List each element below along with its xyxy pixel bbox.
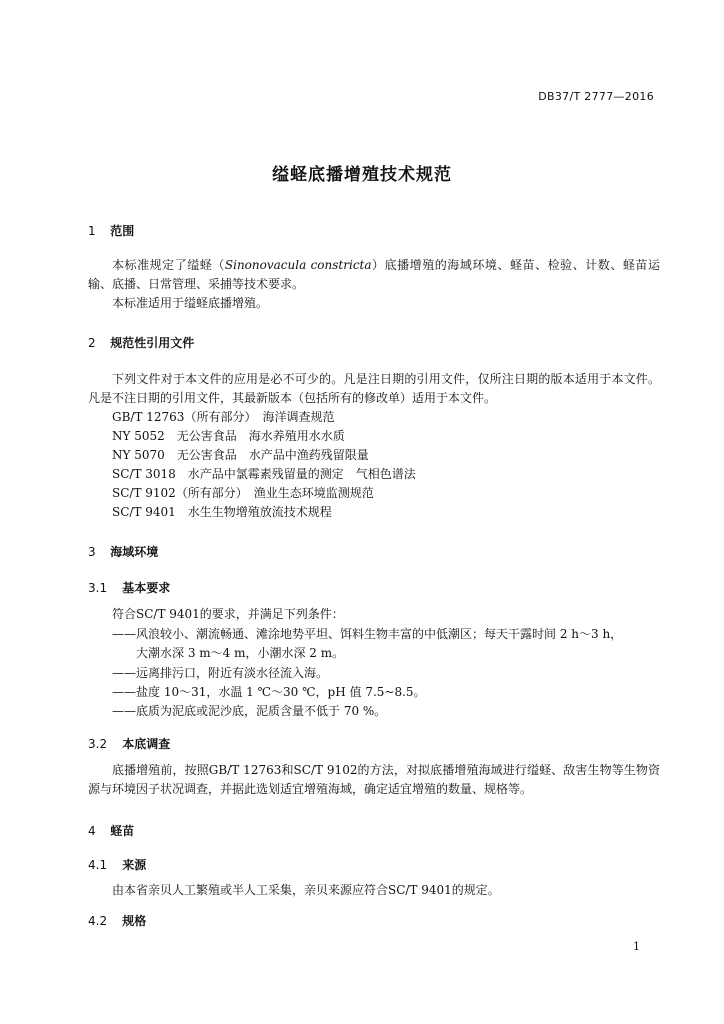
section-title: 规格 bbox=[122, 914, 147, 928]
section-title: 本底调查 bbox=[122, 737, 171, 751]
condition-item: ——底质为泥底或泥沙底，泥质含量不低于 70 %。 bbox=[112, 704, 387, 718]
section-3-2-heading bbox=[88, 735, 170, 752]
section-4-2-heading bbox=[88, 912, 146, 929]
text-part: ）底播增殖的海域环境、蛏苗、检验、计数、蛏苗运输、底播、日常管理、采捕等技术要求。 bbox=[88, 258, 660, 291]
section-3-1-heading bbox=[88, 579, 170, 596]
section-number: 2 bbox=[88, 336, 96, 350]
section-3-heading bbox=[88, 543, 158, 560]
section-1-heading bbox=[88, 222, 134, 239]
section-4-1-paragraph: 由本省亲贝人工繁殖或半人工采集，亲贝来源应符合SC/T 9401的规定。 bbox=[112, 883, 500, 897]
reference-item: SC/T 3018 水产品中氯霉素残留量的测定 气相色谱法 bbox=[112, 467, 416, 481]
section-title: 蛏苗 bbox=[110, 824, 135, 838]
reference-item: NY 5052 无公害食品 海水养殖用水水质 bbox=[112, 429, 345, 443]
text-part: 本标准规定了缢蛏（ bbox=[112, 258, 225, 272]
section-title: 规范性引用文件 bbox=[110, 336, 195, 350]
section-2-intro: 下列文件对于本文件的应用是必不可少的。凡是注日期的引用文件，仅所注日期的版本适用于本文件。凡是不注日期的引用文件，其最新版本（包括所有的修改单）适用于本文件。 bbox=[88, 372, 660, 405]
condition-item: ——远离排污口，附近有淡水径流入海。 bbox=[112, 666, 329, 680]
condition-item: ——风浪较小、潮流畅通、滩涂地势平坦、饵料生物丰富的中低潮区；每天干露时间 2 h～3 h， bbox=[112, 627, 623, 641]
section-title: 基本要求 bbox=[122, 581, 171, 595]
page-number: 1 bbox=[633, 940, 640, 953]
section-number: 3.1 bbox=[88, 581, 108, 595]
section-2-heading bbox=[88, 334, 194, 351]
reference-item: GB/T 12763（所有部分） 海洋调查规范 bbox=[112, 410, 335, 424]
section-1-paragraph-1 bbox=[88, 256, 660, 294]
section-number: 3 bbox=[88, 545, 96, 559]
condition-item-continuation: 大潮水深 3 m～4 m，小潮水深 2 m。 bbox=[136, 646, 345, 660]
section-number: 4 bbox=[88, 824, 96, 838]
section-4-heading bbox=[88, 822, 134, 839]
latin-name: Sinonovacula constricta bbox=[224, 258, 372, 272]
section-4-1-heading bbox=[88, 856, 146, 873]
condition-item: ——盐度 10～31，水温 1 ℃～30 ℃，pH 值 7.5~8.5。 bbox=[112, 685, 426, 699]
section-number: 4.1 bbox=[88, 858, 108, 872]
requirement-intro: 符合SC/T 9401的要求，并满足下列条件： bbox=[112, 607, 344, 621]
section-3-2-paragraph: 底播增殖前，按照GB/T 12763和SC/T 9102的方法，对拟底播增殖海域进行缢蛏、敌害生物等生物资源与环境因子状况调查，并据此选划适宜增殖海域，确定适宜增殖的数量、规格等。 bbox=[88, 763, 660, 796]
section-title: 海域环境 bbox=[110, 545, 159, 559]
document-id: DB37/T 2777—2016 bbox=[538, 90, 654, 103]
reference-item: SC/T 9102（所有部分） 渔业生态环境监测规范 bbox=[112, 486, 374, 500]
section-1-paragraph-2: 本标准适用于缢蛏底播增殖。 bbox=[112, 296, 269, 310]
section-title: 来源 bbox=[122, 858, 147, 872]
section-title: 范围 bbox=[110, 224, 135, 238]
section-number: 4.2 bbox=[88, 914, 108, 928]
section-number: 3.2 bbox=[88, 737, 108, 751]
page-title: 缢蛏底播增殖技术规范 bbox=[272, 165, 452, 185]
reference-item: NY 5070 无公害食品 水产品中渔药残留限量 bbox=[112, 448, 369, 462]
section-number: 1 bbox=[88, 224, 96, 238]
reference-item: SC/T 9401 水生生物增殖放流技术规程 bbox=[112, 505, 332, 519]
